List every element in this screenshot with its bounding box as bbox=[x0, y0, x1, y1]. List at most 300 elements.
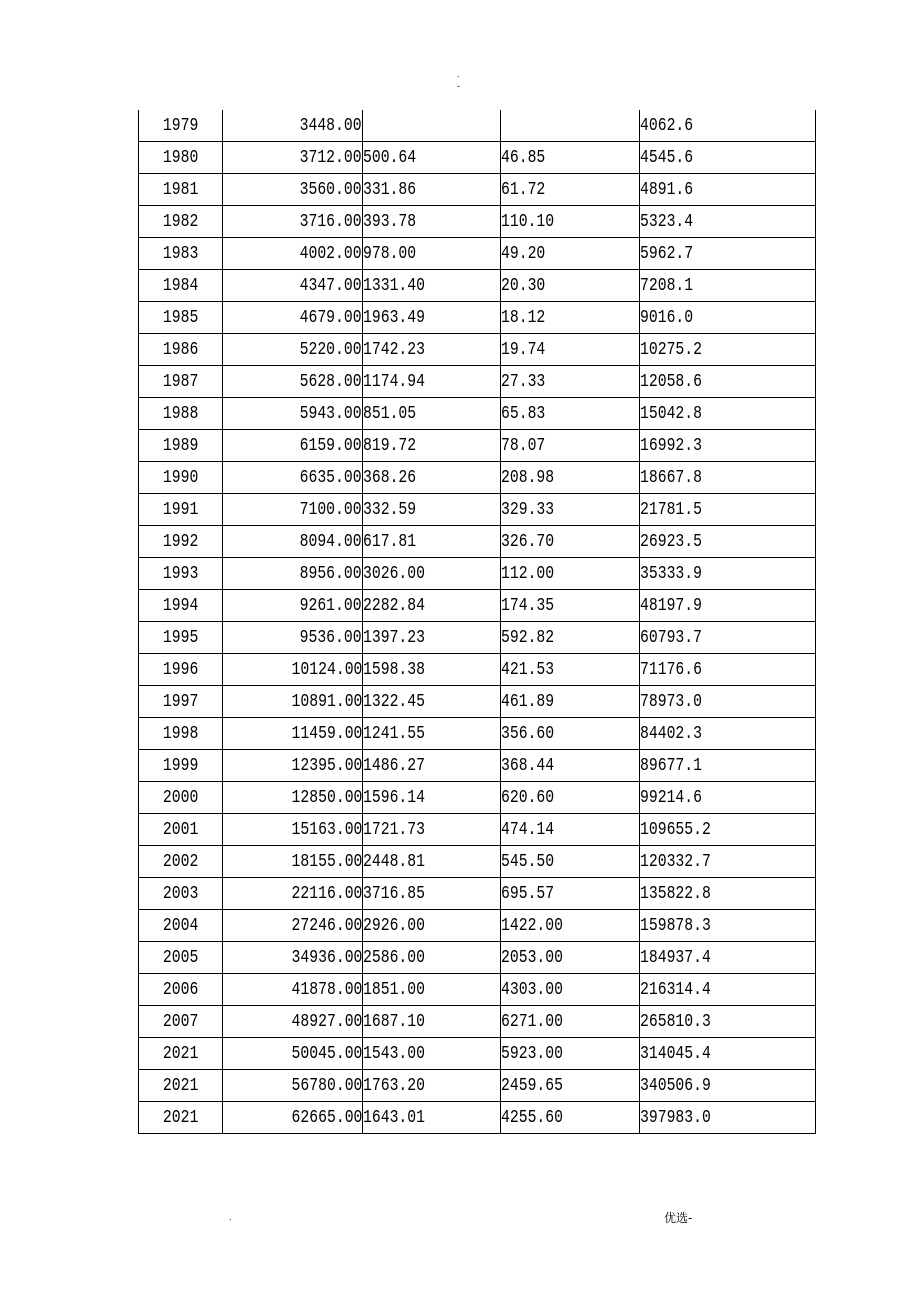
cell-year bbox=[139, 686, 223, 718]
cell-text: 46.85 bbox=[501, 147, 546, 168]
table-row bbox=[139, 398, 816, 430]
cell-value-4 bbox=[640, 878, 816, 910]
cell-value-1 bbox=[223, 750, 363, 782]
cell-text: 2586.00 bbox=[363, 947, 426, 968]
cell-text: 48927.00 bbox=[291, 1011, 362, 1032]
cell-text: 1995 bbox=[162, 627, 199, 648]
cell-value-2 bbox=[363, 814, 501, 846]
cell-year bbox=[139, 494, 223, 526]
table-row bbox=[139, 814, 816, 846]
cell-year bbox=[139, 142, 223, 174]
cell-value-3 bbox=[501, 718, 640, 750]
cell-value-3 bbox=[501, 814, 640, 846]
cell-year bbox=[139, 846, 223, 878]
cell-text: 22116.00 bbox=[291, 883, 362, 904]
cell-text: 26923.5 bbox=[640, 531, 703, 552]
cell-year bbox=[139, 750, 223, 782]
cell-value-3 bbox=[501, 974, 640, 1006]
table-row bbox=[139, 270, 816, 302]
cell-text: 500.64 bbox=[363, 147, 417, 168]
cell-value-4 bbox=[640, 622, 816, 654]
cell-text: 393.78 bbox=[363, 211, 417, 232]
cell-value-2 bbox=[363, 750, 501, 782]
cell-year bbox=[139, 1006, 223, 1038]
cell-text: 89677.1 bbox=[640, 755, 703, 776]
cell-text: 421.53 bbox=[501, 659, 555, 680]
cell-text: 99214.6 bbox=[640, 787, 703, 808]
cell-text: 368.26 bbox=[363, 467, 417, 488]
cell-text: 1994 bbox=[162, 595, 199, 616]
cell-text: 6271.00 bbox=[501, 1011, 564, 1032]
cell-value-2 bbox=[363, 846, 501, 878]
cell-text: 4679.00 bbox=[299, 307, 362, 328]
cell-text: 16992.3 bbox=[640, 435, 703, 456]
table-row bbox=[139, 718, 816, 750]
cell-value-2 bbox=[363, 110, 501, 142]
cell-year bbox=[139, 910, 223, 942]
cell-text: 1331.40 bbox=[363, 275, 426, 296]
cell-text: 2002 bbox=[162, 851, 199, 872]
cell-text: 1999 bbox=[162, 755, 199, 776]
cell-text: 1687.10 bbox=[363, 1011, 426, 1032]
cell-text: 4891.6 bbox=[640, 179, 694, 200]
cell-year bbox=[139, 782, 223, 814]
cell-value-4 bbox=[640, 398, 816, 430]
cell-value-3 bbox=[501, 526, 640, 558]
cell-text: 5943.00 bbox=[299, 403, 362, 424]
cell-value-1 bbox=[223, 462, 363, 494]
table-row bbox=[139, 974, 816, 1006]
cell-text: 6635.00 bbox=[299, 467, 362, 488]
cell-text: 78973.0 bbox=[640, 691, 703, 712]
cell-value-4 bbox=[640, 974, 816, 1006]
cell-value-2 bbox=[363, 494, 501, 526]
cell-value-3 bbox=[501, 878, 640, 910]
cell-value-3 bbox=[501, 654, 640, 686]
cell-text: 35333.9 bbox=[640, 563, 703, 584]
cell-text: 331.86 bbox=[363, 179, 417, 200]
cell-text: 695.57 bbox=[501, 883, 555, 904]
cell-text: 314045.4 bbox=[640, 1043, 711, 1064]
cell-text: 27246.00 bbox=[291, 915, 362, 936]
table-row bbox=[139, 174, 816, 206]
cell-value-1 bbox=[223, 590, 363, 622]
table-row bbox=[139, 238, 816, 270]
cell-value-1 bbox=[223, 1102, 363, 1134]
cell-value-1 bbox=[223, 718, 363, 750]
cell-value-1 bbox=[223, 622, 363, 654]
cell-text: 1851.00 bbox=[363, 979, 426, 1000]
cell-value-3 bbox=[501, 238, 640, 270]
table-row bbox=[139, 526, 816, 558]
cell-value-3 bbox=[501, 590, 640, 622]
cell-value-4 bbox=[640, 1070, 816, 1102]
cell-text: 61.72 bbox=[501, 179, 546, 200]
cell-value-4 bbox=[640, 206, 816, 238]
cell-value-2 bbox=[363, 1006, 501, 1038]
cell-text: 1985 bbox=[162, 307, 199, 328]
cell-text: 1763.20 bbox=[363, 1075, 426, 1096]
cell-value-2 bbox=[363, 718, 501, 750]
cell-text: 620.60 bbox=[501, 787, 555, 808]
cell-text: 329.33 bbox=[501, 499, 555, 520]
cell-value-1 bbox=[223, 174, 363, 206]
cell-text: 15042.8 bbox=[640, 403, 703, 424]
cell-text: 110.10 bbox=[501, 211, 555, 232]
cell-text: 9261.00 bbox=[299, 595, 362, 616]
cell-value-1 bbox=[223, 814, 363, 846]
cell-text: 4255.60 bbox=[501, 1107, 564, 1128]
cell-value-2 bbox=[363, 526, 501, 558]
cell-value-4 bbox=[640, 846, 816, 878]
cell-value-4 bbox=[640, 814, 816, 846]
cell-value-1 bbox=[223, 110, 363, 142]
table-row bbox=[139, 942, 816, 974]
cell-value-1 bbox=[223, 686, 363, 718]
cell-text: 1983 bbox=[162, 243, 199, 264]
cell-text: 12850.00 bbox=[291, 787, 362, 808]
cell-value-1 bbox=[223, 782, 363, 814]
table-row bbox=[139, 110, 816, 142]
table-row bbox=[139, 1102, 816, 1134]
cell-text: 4303.00 bbox=[501, 979, 564, 1000]
cell-text: 10891.00 bbox=[291, 691, 362, 712]
cell-text: 1397.23 bbox=[363, 627, 426, 648]
cell-text: 1982 bbox=[162, 211, 199, 232]
cell-value-1 bbox=[223, 1006, 363, 1038]
cell-text: 11459.00 bbox=[291, 723, 362, 744]
cell-text: 1997 bbox=[162, 691, 199, 712]
cell-text: 326.70 bbox=[501, 531, 555, 552]
cell-text: 56780.00 bbox=[291, 1075, 362, 1096]
cell-text: 9016.0 bbox=[640, 307, 694, 328]
cell-value-2 bbox=[363, 398, 501, 430]
cell-text: 617.81 bbox=[363, 531, 417, 552]
table-row bbox=[139, 558, 816, 590]
cell-text: 7208.1 bbox=[640, 275, 694, 296]
cell-value-2 bbox=[363, 942, 501, 974]
cell-text: 49.20 bbox=[501, 243, 546, 264]
cell-text: 397983.0 bbox=[640, 1107, 711, 1128]
cell-year bbox=[139, 814, 223, 846]
cell-value-2 bbox=[363, 1070, 501, 1102]
cell-text: 12058.6 bbox=[640, 371, 703, 392]
cell-text: 5220.00 bbox=[299, 339, 362, 360]
cell-text: 545.50 bbox=[501, 851, 555, 872]
cell-value-3 bbox=[501, 1038, 640, 1070]
cell-value-3 bbox=[501, 206, 640, 238]
cell-text: 2004 bbox=[162, 915, 199, 936]
cell-value-2 bbox=[363, 878, 501, 910]
cell-value-3 bbox=[501, 462, 640, 494]
cell-text: 2003 bbox=[162, 883, 199, 904]
header-mark-bottom: - bbox=[457, 81, 460, 91]
cell-text: 4347.00 bbox=[299, 275, 362, 296]
cell-text: 1598.38 bbox=[363, 659, 426, 680]
cell-value-4 bbox=[640, 174, 816, 206]
cell-text: 2459.65 bbox=[501, 1075, 564, 1096]
cell-text: 356.60 bbox=[501, 723, 555, 744]
cell-text: 1990 bbox=[162, 467, 199, 488]
cell-value-3 bbox=[501, 782, 640, 814]
cell-text: 112.00 bbox=[501, 563, 555, 584]
cell-text: 4002.00 bbox=[299, 243, 362, 264]
table-row bbox=[139, 590, 816, 622]
cell-text: 12395.00 bbox=[291, 755, 362, 776]
table-row bbox=[139, 686, 816, 718]
cell-text: 21781.5 bbox=[640, 499, 703, 520]
cell-text: 5628.00 bbox=[299, 371, 362, 392]
cell-text: 2926.00 bbox=[363, 915, 426, 936]
cell-text: 120332.7 bbox=[640, 851, 711, 872]
cell-text: 1174.94 bbox=[363, 371, 426, 392]
header-mark-top: . bbox=[457, 69, 460, 79]
data-table bbox=[138, 110, 816, 1134]
cell-text: 1979 bbox=[162, 115, 199, 136]
cell-value-4 bbox=[640, 430, 816, 462]
cell-text: 3026.00 bbox=[363, 563, 426, 584]
cell-value-2 bbox=[363, 334, 501, 366]
cell-value-3 bbox=[501, 558, 640, 590]
data-table-body bbox=[139, 110, 816, 1134]
footer-label: 优选- bbox=[664, 1211, 693, 1225]
table-row bbox=[139, 1070, 816, 1102]
cell-value-2 bbox=[363, 366, 501, 398]
cell-value-3 bbox=[501, 366, 640, 398]
cell-value-2 bbox=[363, 686, 501, 718]
table-row bbox=[139, 430, 816, 462]
cell-text: 5923.00 bbox=[501, 1043, 564, 1064]
cell-year bbox=[139, 878, 223, 910]
cell-year bbox=[139, 302, 223, 334]
cell-value-4 bbox=[640, 654, 816, 686]
cell-value-3 bbox=[501, 110, 640, 142]
cell-text: 71176.6 bbox=[640, 659, 703, 680]
cell-text: 2001 bbox=[162, 819, 199, 840]
cell-value-1 bbox=[223, 1038, 363, 1070]
cell-value-4 bbox=[640, 1102, 816, 1134]
cell-text: 1643.01 bbox=[363, 1107, 426, 1128]
cell-value-2 bbox=[363, 1102, 501, 1134]
cell-text: 474.14 bbox=[501, 819, 555, 840]
cell-value-3 bbox=[501, 942, 640, 974]
cell-text: 1988 bbox=[162, 403, 199, 424]
cell-value-4 bbox=[640, 334, 816, 366]
cell-text: 1742.23 bbox=[363, 339, 426, 360]
cell-text: 368.44 bbox=[501, 755, 555, 776]
cell-text: 461.89 bbox=[501, 691, 555, 712]
cell-text: 5962.7 bbox=[640, 243, 694, 264]
cell-value-1 bbox=[223, 846, 363, 878]
cell-text: 1721.73 bbox=[363, 819, 426, 840]
table-row bbox=[139, 846, 816, 878]
cell-text: 2448.81 bbox=[363, 851, 426, 872]
cell-year bbox=[139, 110, 223, 142]
cell-value-4 bbox=[640, 526, 816, 558]
cell-value-3 bbox=[501, 430, 640, 462]
cell-text: 332.59 bbox=[363, 499, 417, 520]
cell-value-1 bbox=[223, 334, 363, 366]
cell-text: 6159.00 bbox=[299, 435, 362, 456]
cell-value-2 bbox=[363, 302, 501, 334]
cell-text: 1981 bbox=[162, 179, 199, 200]
cell-text: 1989 bbox=[162, 435, 199, 456]
cell-value-4 bbox=[640, 558, 816, 590]
cell-text: 1980 bbox=[162, 147, 199, 168]
cell-year bbox=[139, 526, 223, 558]
table-row bbox=[139, 750, 816, 782]
cell-value-1 bbox=[223, 558, 363, 590]
cell-year bbox=[139, 430, 223, 462]
cell-text: 50045.00 bbox=[291, 1043, 362, 1064]
cell-value-1 bbox=[223, 142, 363, 174]
cell-text: 10124.00 bbox=[291, 659, 362, 680]
cell-text: 1991 bbox=[162, 499, 199, 520]
cell-value-3 bbox=[501, 910, 640, 942]
footer-mark: . bbox=[229, 1212, 232, 1222]
cell-text: 1322.45 bbox=[363, 691, 426, 712]
cell-text: 1963.49 bbox=[363, 307, 426, 328]
cell-text: 2021 bbox=[162, 1043, 199, 1064]
cell-value-2 bbox=[363, 558, 501, 590]
cell-text: 2000 bbox=[162, 787, 199, 808]
cell-text: 1996 bbox=[162, 659, 199, 680]
cell-value-1 bbox=[223, 942, 363, 974]
cell-value-1 bbox=[223, 270, 363, 302]
cell-value-4 bbox=[640, 942, 816, 974]
cell-text: 3716.00 bbox=[299, 211, 362, 232]
cell-text: 10275.2 bbox=[640, 339, 703, 360]
cell-value-1 bbox=[223, 494, 363, 526]
cell-value-2 bbox=[363, 974, 501, 1006]
cell-value-2 bbox=[363, 462, 501, 494]
cell-value-4 bbox=[640, 1038, 816, 1070]
cell-year bbox=[139, 622, 223, 654]
cell-text: 48197.9 bbox=[640, 595, 703, 616]
cell-text: 1984 bbox=[162, 275, 199, 296]
cell-value-1 bbox=[223, 238, 363, 270]
cell-text: 78.07 bbox=[501, 435, 546, 456]
cell-value-4 bbox=[640, 750, 816, 782]
cell-year bbox=[139, 398, 223, 430]
cell-text: 216314.4 bbox=[640, 979, 711, 1000]
cell-text: 15163.00 bbox=[291, 819, 362, 840]
cell-text: 2007 bbox=[162, 1011, 199, 1032]
cell-value-3 bbox=[501, 846, 640, 878]
table-row bbox=[139, 494, 816, 526]
cell-text: 4545.6 bbox=[640, 147, 694, 168]
cell-value-4 bbox=[640, 366, 816, 398]
cell-text: 18155.00 bbox=[291, 851, 362, 872]
cell-text: 3448.00 bbox=[299, 115, 362, 136]
cell-value-1 bbox=[223, 526, 363, 558]
cell-text: 159878.3 bbox=[640, 915, 711, 936]
cell-value-2 bbox=[363, 238, 501, 270]
cell-text: 41878.00 bbox=[291, 979, 362, 1000]
cell-year bbox=[139, 590, 223, 622]
cell-value-3 bbox=[501, 142, 640, 174]
cell-text: 1486.27 bbox=[363, 755, 426, 776]
cell-value-2 bbox=[363, 430, 501, 462]
cell-text: 8094.00 bbox=[299, 531, 362, 552]
cell-value-2 bbox=[363, 910, 501, 942]
cell-value-4 bbox=[640, 270, 816, 302]
cell-value-1 bbox=[223, 430, 363, 462]
table-row bbox=[139, 462, 816, 494]
cell-value-4 bbox=[640, 302, 816, 334]
cell-text: 1422.00 bbox=[501, 915, 564, 936]
cell-text: 978.00 bbox=[363, 243, 417, 264]
cell-text: 2282.84 bbox=[363, 595, 426, 616]
table-row bbox=[139, 302, 816, 334]
cell-value-1 bbox=[223, 654, 363, 686]
table-row bbox=[139, 654, 816, 686]
cell-text: 18.12 bbox=[501, 307, 546, 328]
cell-value-3 bbox=[501, 686, 640, 718]
cell-text: 2021 bbox=[162, 1107, 199, 1128]
cell-text: 9536.00 bbox=[299, 627, 362, 648]
cell-text: 27.33 bbox=[501, 371, 546, 392]
cell-year bbox=[139, 366, 223, 398]
cell-text: 65.83 bbox=[501, 403, 546, 424]
cell-value-3 bbox=[501, 494, 640, 526]
cell-text: 1993 bbox=[162, 563, 199, 584]
cell-text: 62665.00 bbox=[291, 1107, 362, 1128]
table-row bbox=[139, 878, 816, 910]
cell-text: 2021 bbox=[162, 1075, 199, 1096]
cell-text: 184937.4 bbox=[640, 947, 711, 968]
table-row bbox=[139, 334, 816, 366]
cell-value-4 bbox=[640, 1006, 816, 1038]
cell-text: 2053.00 bbox=[501, 947, 564, 968]
cell-value-2 bbox=[363, 142, 501, 174]
cell-value-4 bbox=[640, 462, 816, 494]
cell-year bbox=[139, 206, 223, 238]
cell-text: 84402.3 bbox=[640, 723, 703, 744]
cell-value-3 bbox=[501, 334, 640, 366]
cell-year bbox=[139, 718, 223, 750]
cell-value-2 bbox=[363, 270, 501, 302]
cell-text: 20.30 bbox=[501, 275, 546, 296]
cell-year bbox=[139, 238, 223, 270]
cell-value-3 bbox=[501, 1070, 640, 1102]
cell-value-1 bbox=[223, 206, 363, 238]
cell-text: 7100.00 bbox=[299, 499, 362, 520]
cell-text: 174.35 bbox=[501, 595, 555, 616]
cell-value-3 bbox=[501, 302, 640, 334]
cell-text: 2005 bbox=[162, 947, 199, 968]
cell-year bbox=[139, 558, 223, 590]
cell-text: 18667.8 bbox=[640, 467, 703, 488]
cell-year bbox=[139, 1038, 223, 1070]
cell-year bbox=[139, 654, 223, 686]
cell-text: 4062.6 bbox=[640, 115, 694, 136]
cell-text: 1987 bbox=[162, 371, 199, 392]
cell-text: 851.05 bbox=[363, 403, 417, 424]
cell-value-1 bbox=[223, 1070, 363, 1102]
cell-year bbox=[139, 334, 223, 366]
cell-value-2 bbox=[363, 622, 501, 654]
cell-value-3 bbox=[501, 174, 640, 206]
cell-value-4 bbox=[640, 910, 816, 942]
cell-value-2 bbox=[363, 174, 501, 206]
cell-value-1 bbox=[223, 302, 363, 334]
cell-year bbox=[139, 270, 223, 302]
cell-text: 1992 bbox=[162, 531, 199, 552]
cell-text: 1596.14 bbox=[363, 787, 426, 808]
cell-text: 34936.00 bbox=[291, 947, 362, 968]
cell-value-4 bbox=[640, 590, 816, 622]
